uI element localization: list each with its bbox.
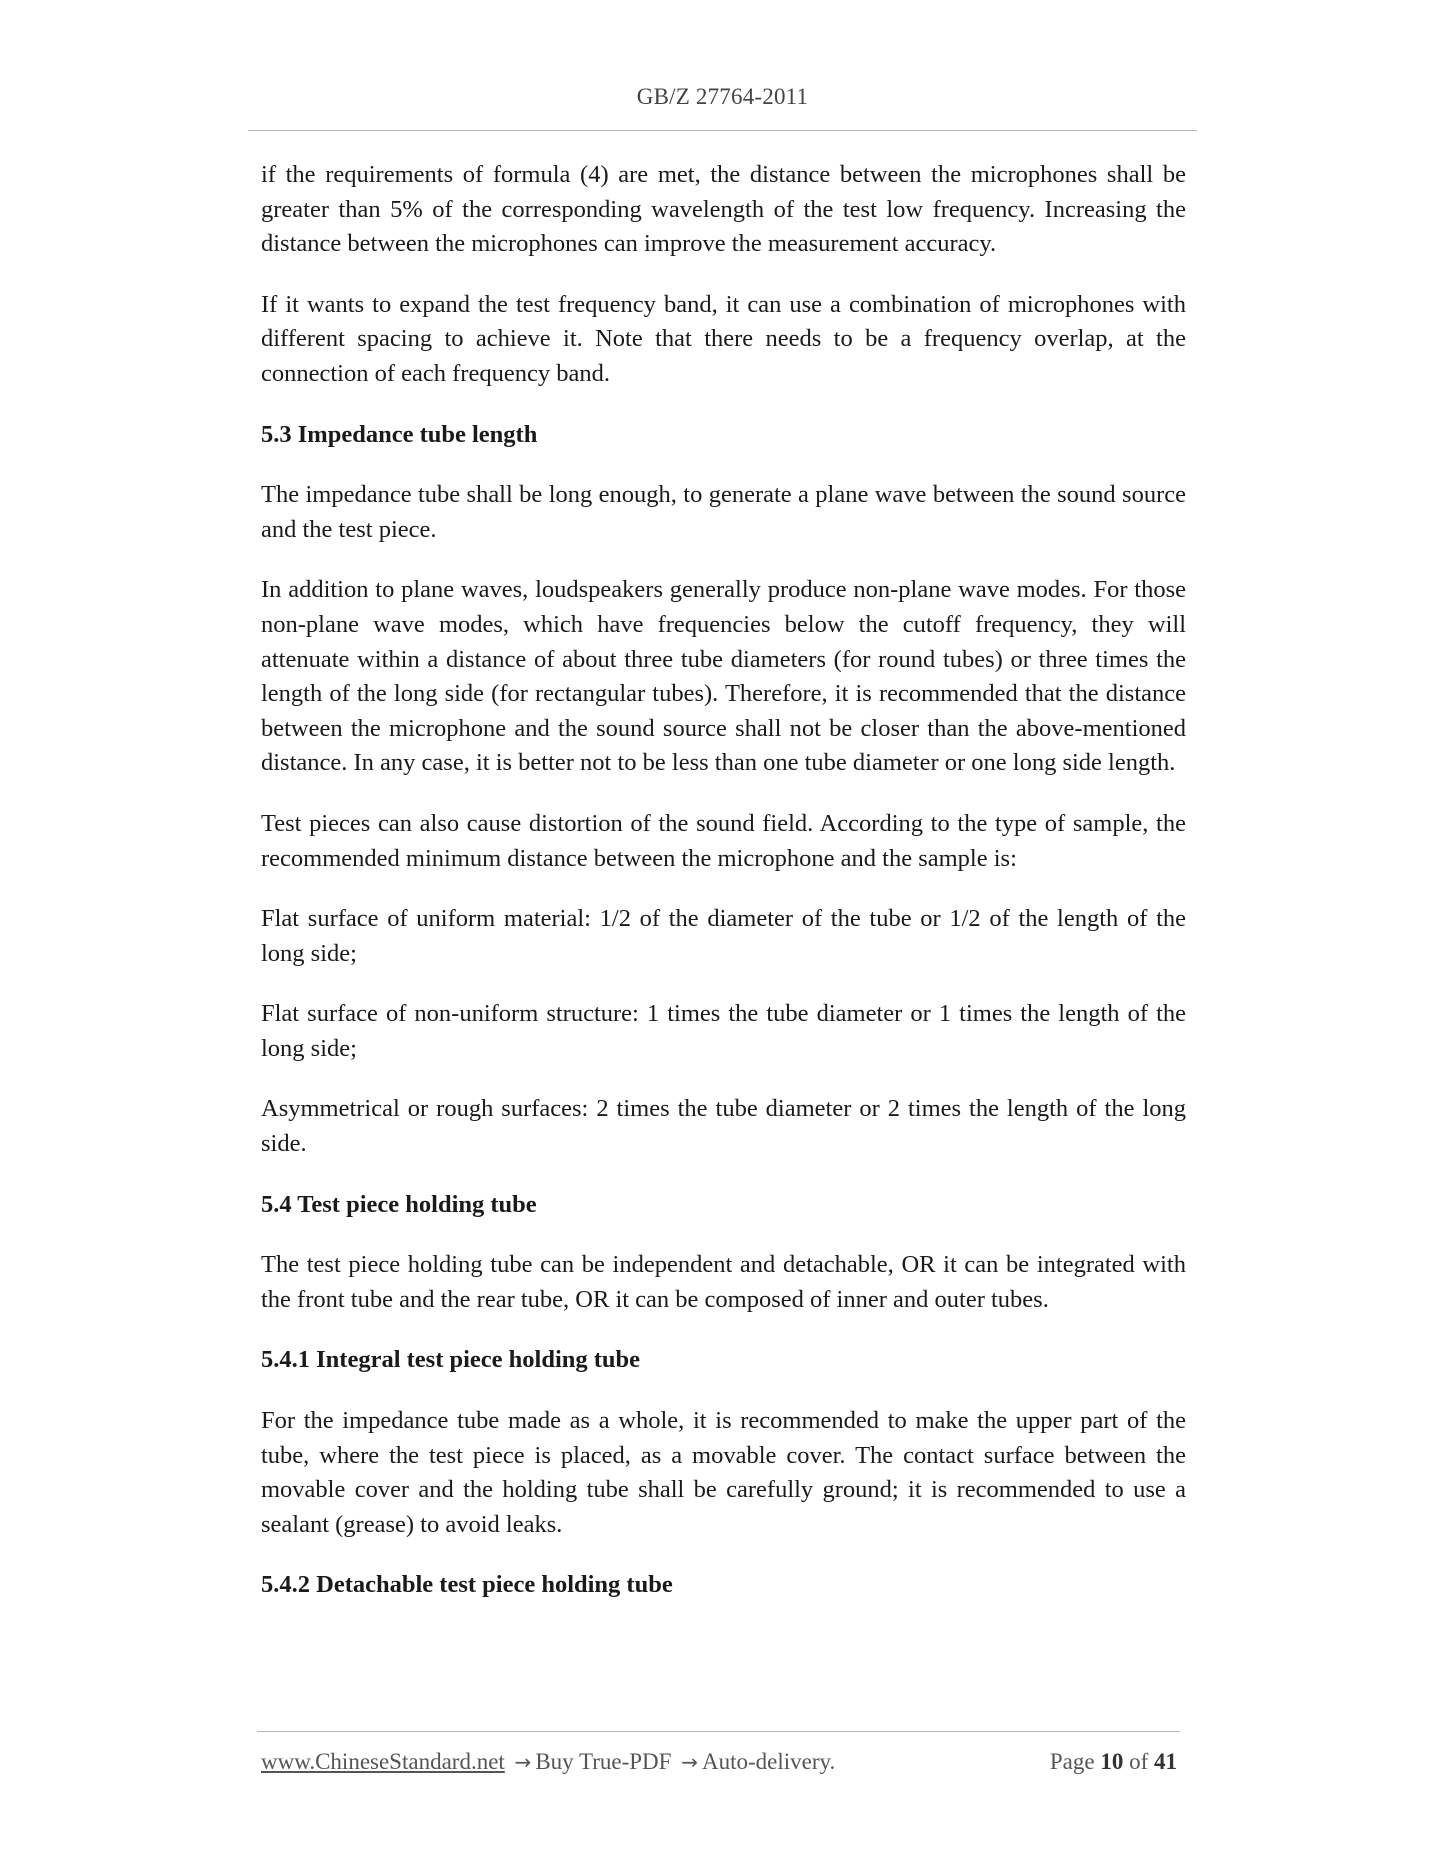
paragraph-microphone-distance: if the requirements of formula (4) are met, the distance between the microphones shall be greater than 5% of the corresponding wavelength of the test low frequency. Increasing the distance between the microphones can improve the measurement accuracy. <box>261 161 1186 258</box>
paragraph-sound-field-distortion: Test pieces can also cause distortion of the sound field. According to the type of sample, the recommended minimum distance between the microphone and the sample is: <box>261 809 1186 872</box>
section-heading-5-3: 5.3 Impedance tube length <box>261 420 538 448</box>
footer-promo <box>261 1749 835 1775</box>
arrow-right-icon: → <box>681 1750 698 1774</box>
auto-delivery-text: Auto-delivery. <box>701 1749 836 1774</box>
of-label: of <box>1129 1749 1149 1774</box>
website-link[interactable]: www.ChineseStandard.net <box>261 1749 505 1774</box>
header-divider <box>248 130 1197 131</box>
paragraph-frequency-band: If it wants to expand the test frequency band, it can use a combination of microphones with different spacing to achieve it. Note that there needs to be a frequency overlap, at the connection of each frequency band. <box>261 290 1186 387</box>
footer-divider <box>257 1731 1180 1732</box>
buy-true-pdf-text: Buy True-PDF <box>535 1749 672 1774</box>
total-pages-number: 41 <box>1154 1749 1177 1774</box>
section-heading-5-4-1: 5.4.1 Integral test piece holding tube <box>261 1346 641 1374</box>
paragraph-holding-tube: The test piece holding tube can be independent and detachable, OR it can be integrated with the front tube and the rear tube, OR it can be composed of inner and outer tubes. <box>261 1251 1186 1313</box>
paragraph-uniform-material: Flat surface of uniform material: 1/2 of the diameter of the tube or 1/2 of the length of the long side; <box>261 905 1186 967</box>
section-heading-5-4-2: 5.4.2 Detachable test piece holding tube <box>261 1571 673 1599</box>
page-number <box>1050 1749 1177 1775</box>
arrow-right-icon: → <box>514 1750 532 1774</box>
paragraph-integral-tube: For the impedance tube made as a whole, it is recommended to make the upper part of the tube, where the test piece is placed, as a movable cover. The contact surface between the movable cover and the holding tube shall be carefully ground; it is recommended to use a sealant (grease) to avoid leaks. <box>261 1407 1186 1538</box>
paragraph-non-uniform-structure: Flat surface of non-uniform structure: 1 times the tube diameter or 1 times the length of the long side; <box>261 1000 1186 1062</box>
paragraph-rough-surfaces: Asymmetrical or rough surfaces: 2 times the tube diameter or 2 times the length of the long side. <box>261 1095 1186 1158</box>
page-content <box>261 158 1186 1629</box>
paragraph-non-plane-modes: In addition to plane waves, loudspeakers generally produce non-plane wave modes. For those non-plane wave modes, which have frequencies below the cutoff frequency, they will attenuate within a distance of about three tube diameters (for round tubes) or three times the length of the long side (for rectangular tubes). Therefore, it is recommended that the distance between the microphone and the sound source shall not be closer than the above-mentioned distance. In any case, it is better not to be less than one tube diameter or one long side length. <box>261 576 1186 777</box>
section-heading-5-4: 5.4 Test piece holding tube <box>261 1190 537 1218</box>
current-page-number: 10 <box>1100 1749 1124 1774</box>
page-footer <box>261 1749 1177 1783</box>
page-label: Page <box>1049 1749 1095 1774</box>
paragraph-tube-length: The impedance tube shall be long enough, to generate a plane wave between the sound source and the test piece. <box>261 481 1186 543</box>
document-id-header: GB/Z 27764-2011 <box>636 84 809 109</box>
